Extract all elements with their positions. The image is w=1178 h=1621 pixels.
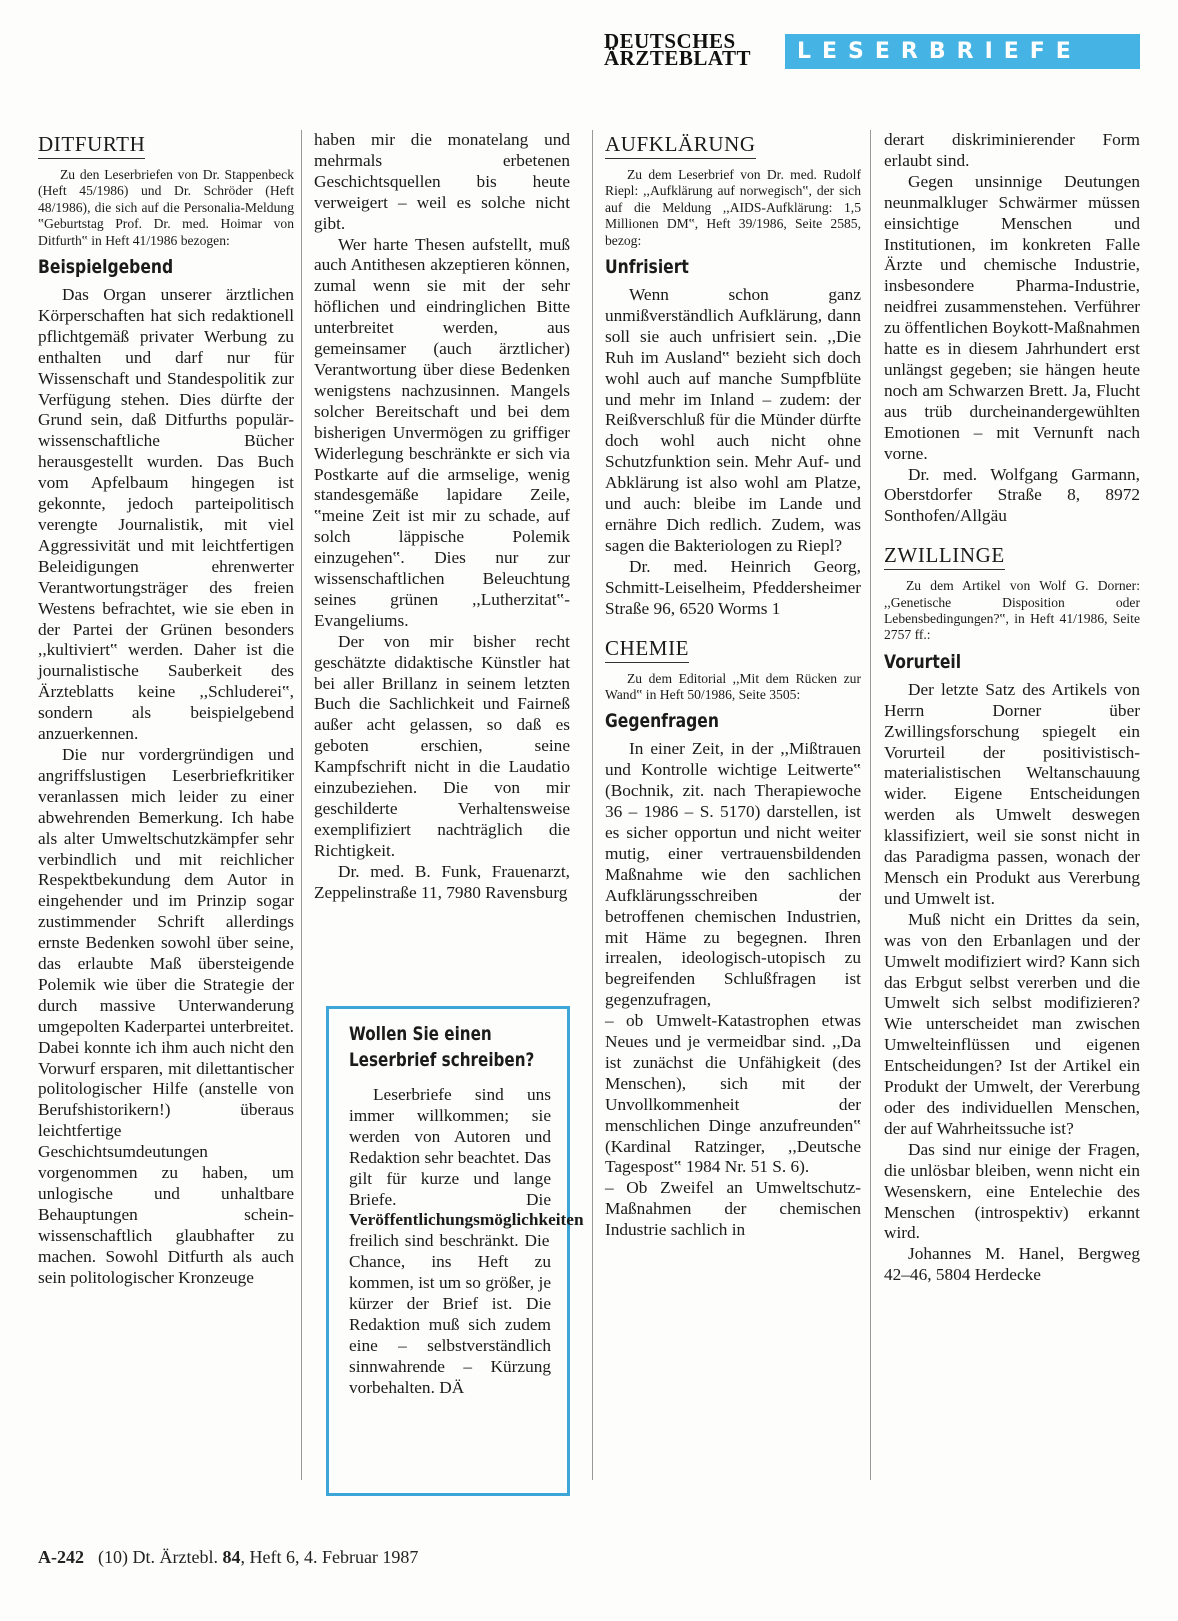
page-footer [38,1547,418,1568]
masthead-title-line2: ÄRZTEBLATT [604,46,751,70]
letter-paragraph: Wer harte Thesen aufstellt, muß auch Antithesen akzeptieren können, zumal wenn sie mit der sehr höflichen und eindringlichen Bitte unterbreitet werden, aus gemeinsamer (auch ärztlicher) Verantwortung über diese Bedenken wenigstens nachzusinnen. Mangels solcher Bereitschaft und bei dem bisherigen Unvermögen zu griffiger Widerlegung beschränkte er sich via Postkarte auf die armselige, wenig standesgemäße lapidare Zeile, ‟meine Zeit ist mir zu schade, auf solch läppische Polemik einzugehen‟. Dies nur zur wissenschaftlichen Beleuchtung seines grünen ,,Lutherzitat‟-Evangeliums. [314,234,570,630]
masthead-title-line1: DEUTSCHES [604,29,736,53]
letter-intro: Zu dem Leserbrief von Dr. med. Rudolf Riepl: ,,Aufklärung auf norwegisch‟, der sich auf die Meldung ,,AIDS-Aufklärung: 1,5 Millionen DM‟, Heft 39/1986, Seite 2585, bezog: [605,167,861,248]
column-4 [884,130,1140,1286]
section-heading-chemie: CHEMIE [605,634,689,663]
letter-signature: Johannes M. Hanel, Bergweg 42–46, 5804 Herdecke [884,1244,1140,1285]
letter-paragraph: Das sind nur einige der Fragen, die unlösbar bleiben, wenn nicht ein Wesenskern, eine Entelechie des Menschen (introspektiv) erkannt wird. [884,1139,1140,1243]
callout-heading [349,1021,535,1073]
column-3 [605,130,861,1241]
column-rule [592,130,593,1480]
letter-paragraph: haben mir die monatelang und mehrmals erbetenen Geschichtsquellen bis heute verweigert – weil es solche nicht gibt. [314,130,570,233]
section-heading-ditfurth: DITFURTH [38,130,145,159]
letter-signature: Dr. med. Heinrich Georg, Schmitt-Leiselheim, Pfeddersheimer Straße 96, 6520 Worms 1 [605,556,861,618]
letter-paragraph: Der von mir bisher recht geschätzte didaktische Künstler hat bei aller Brillanz in seinem letzten Buch die Sachlichkeit und Fairneß außer acht gelassen, so daß es geboten erschien, seine Kampfschrift nicht in die Laudatio einzubeziehen. Die von mir geschilderte Verhaltensweise exemplifiziert nachträglich die Richtigkeit. [314,631,570,860]
letter-paragraph: Die nur vordergründigen und angriffslustigen Leserbriefkritiker veranlassen mich leider zu einer abwehrenden Bemerkung. Ich habe als alter Umweltschutzkämpfer sehr verbindlich und mit reichlicher Respektbekundung dem Autor in eingehender und im Prinzip sogar zustimmender Schrift allerdings ernste Bedenken sowohl über seine, das erlaubte Maß übersteigende Polemik wie über die Strategie der durch massive Unterwanderung umgepolten Kaderpartei unterbreitet. Dabei konnte ich ihm auch nicht den Vorwurf ersparen, mit dilettantischer politologischer Hilfe (anstelle von Berufshistorikern!) überaus leichtfertige Geschichtsumdeutungen vorgenommen zu haben, um unlogische und unhaltbare Behauptungen schein-wissenschaftlich glaubhafter zu machen. Sowohl Ditfurth als auch sein politologischer Kronzeuge [38,744,294,1287]
section-heading-aufklaerung: AUFKLÄRUNG [605,130,756,159]
letter-paragraph: Wenn schon ganz unmißverständlich Aufklärung, dann soll sie auch unfrisiert sein. ,,Die Ruh im Ausland‟ bezieht sich doch wohl auch auf manche Sumpfblüte und mehr im Inland – zudem: der Reißverschluß für die Münder dürfte doch wohl auch nicht ohne Schutzfunktion sein. Mehr Auf- und Abklärung ist also wohl am Platze, und auch: bleibe im Lande und ernähre Dich redlich. Zudem, was sagen die Bakteriologen zu Riepl? [605,285,861,555]
letter-headline: Vorurteil [884,650,962,673]
callout-text-b: freilich sind beschränkt. Die Chance, ins Heft zu kommen, ist um so größer, je kürzer der Brief ist. Die Redaktion muß sich zudem eine – selbstverständlich sinnwahrende – Kürzung vorbehalten. DÄ [349,1231,551,1397]
masthead-title [604,29,784,70]
letter-signature: Dr. med. B. Funk, Frauenarzt, Zeppelinstraße 11, 7980 Ravensburg [314,861,570,902]
letter-paragraph: Das Organ unserer ärztlichen Körperschaften hat sich redaktionell pflichtgemäß privater Werbung zu enthalten und darf nur für Wissenschaft und Standespolitik zur Verfügung stehen. Dies dürfte der Grund sein, daß Ditfurths populär-wissenschaftliche Bücher herausgestellt wurden. Das Buch vom Apfelbaum hingegen ist gekonnte, jedoch parteipolitisch verengte Journalistik, mit viel Aggressivität und mit leichtfertigen Beleidigungen ehrenwerter Verantwortungsträger des freien Westens befrachtet, wie sie eben in der Partei der Grünen besonders ,,kultiviert‟ werden. Daher ist die journalistische Sauberkeit des Ärzteblatts keine ,,Schluderei‟, sondern als beispielgebend anzuerkennen. [38,285,294,744]
footer-citation: (10) Dt. Ärztebl. [98,1547,223,1567]
letter-paragraph: – ob Umwelt-Katastrophen etwas Neues und je vermeidbar sind. ,,Da ist zunächst die Unfähigkeit (des Menschen), sich mit der Unvollkommenheit der menschlichen Dinge anzufreunden‟ (Kardinal Ratzinger, ,,Deutsche Tagespost‟ 1984 Nr. 51 S. 6). [605,1011,861,1177]
footer-volume: 84 [222,1547,241,1567]
callout-heading-line1: Wollen Sie einen [349,1023,492,1045]
page-number: A-242 [38,1547,84,1567]
letter-headline: Beispielgebend [38,256,174,279]
letter-paragraph: In einer Zeit, in der ,,Mißtrauen und Kontrolle wichtige Leitwerte‟ (Bochnik, zit. nach Therapiewoche 36 – 1986 – S. 5170) darstellen, ist es sicher opportun und nicht weiter mutig, einer vertrauensbildenden Maßnahme wie den sachlichen Aufklärungsschreiben der betroffenen chemischen Industrien, mit Häme zu begegnen. Ihren irrealen, ideologisch-utopisch zu begreifenden Schlußfragen ist gegenzufragen, [605,739,861,1010]
letter-intro: Zu dem Artikel von Wolf G. Dorner: ,,Genetische Disposition oder Lebensbedingungen?‟, in Heft 41/1986, Seite 2757 ff.: [884,578,1140,643]
callout-text [349,1085,584,1399]
callout-box [326,1006,584,1496]
letter-headline: Unfrisiert [605,256,689,279]
callout-heading-line2: Leserbrief schreiben? [349,1049,535,1071]
section-heading-zwillinge: ZWILLINGE [884,541,1005,570]
column-2 [314,130,570,904]
letter-intro: Zu dem Editorial ,,Mit dem Rücken zur Wand‟ in Heft 50/1986, Seite 3505: [605,670,861,702]
column-rule [870,130,871,1480]
letter-intro: Zu den Leserbriefen von Dr. Stappenbeck (Heft 45/1986) und Dr. Schröder (Heft 48/1986), die sich auf die Personalia-Meldung ‟Geburtstag Prof. Dr. med. Hoimar von Ditfurth‟ in Heft 41/1986 bezogen: [38,167,294,248]
column-rule [301,130,302,1480]
footer-issue: , Heft 6, 4. Februar 1987 [240,1547,419,1567]
callout-text-bold: Veröffentlichungsmöglichkeiten [349,1210,584,1230]
letter-signature: Dr. med. Wolfgang Garmann, Oberstdorfer Straße 8, 8972 Sonthofen/Allgäu [884,464,1140,526]
letter-paragraph: – Ob Zweifel an Umweltschutz-Maßnahmen der chemischen Industrie sachlich in [605,1178,861,1240]
column-1 [38,130,294,1289]
letter-paragraph: Gegen unsinnige Deutungen neunmalkluger Schwärmer müssen einsichtige Menschen und Institutionen, im konkreten Falle Ärzte und chemische Industrie, insbesondere Pharma-Industrie, neidfrei zusammenstehen. Verführer zu öffentlichen Boykott-Maßnahmen hatte es in diesem Jahrhundert erst unlängst gegeben; sie hängen heute noch am Schwarzen Brett. Ja, Flucht aus trüb durcheinandergewühlten Emotionen – mit Vernunft nach vorne. [884,171,1140,463]
section-band: LESERBRIEFE [785,34,1140,69]
letter-headline: Gegenfragen [605,710,719,733]
callout-text-a: Leserbriefe sind uns immer willkommen; sie werden von Autoren und Redaktion sehr beachtet. Das gilt für kurze und lange Briefe. Die [349,1085,551,1209]
letter-paragraph: Muß nicht ein Drittes da sein, was von den Erbanlagen und der Umwelt modifiziert wird? Kann sich das Erbgut selbst vererben und die Umwelt sich selbst modifizieren? Wie unterscheidet man zwischen Umwelteinflüssen und eigenen Entscheidungen? Ist der Artikel ein Produkt der Umwelt, der Vererbung oder des individuellen Menschen, der auf Wahrheitssuche ist? [884,909,1140,1138]
letter-paragraph: Der letzte Satz des Artikels von Herrn Dorner über Zwillingsforschung spiegelt ein Vorurteil der positivistisch-materialistischen Weltanschauung wider. Eigene Entscheidungen werden als Umwelt deswegen klassifiziert, weil sie sonst nicht in das Paradigma passen, wonach der Mensch ein Produkt aus Vererbung und Umwelt ist. [884,679,1140,908]
letter-paragraph: derart diskriminierender Form erlaubt sind. [884,130,1140,170]
